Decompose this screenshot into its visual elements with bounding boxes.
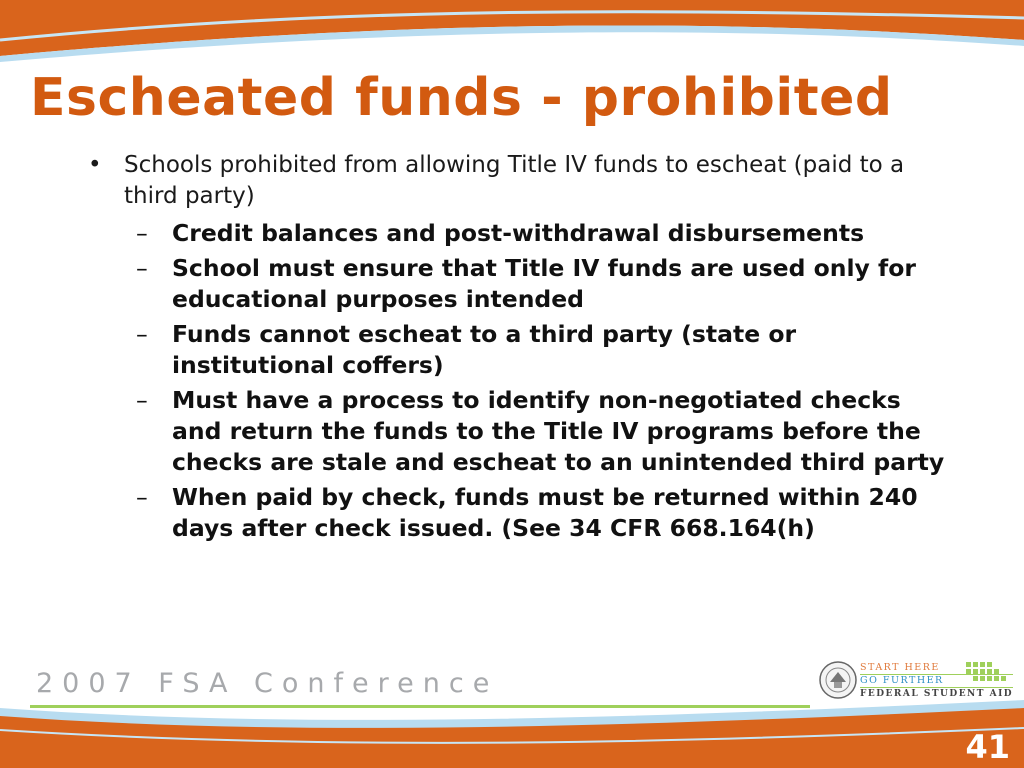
logo-dots-icon — [966, 662, 1010, 684]
sub-bullet-text: When paid by check, funds must be returned within 240 days after check issued. (See 34 CFR 668.164(h) — [172, 483, 918, 542]
sub-bullet-text: Funds cannot escheat to a third party (state or institutional coffers) — [172, 320, 797, 379]
bottom-banner — [0, 700, 1024, 768]
page-number: 41 — [965, 728, 1010, 766]
dash-mark: – — [136, 386, 148, 414]
dash-mark: – — [136, 254, 148, 282]
top-banner — [0, 0, 1024, 70]
dash-mark: – — [136, 219, 148, 247]
slide-title: Escheated funds - prohibited — [30, 68, 893, 128]
sub-bullet-item — [136, 482, 948, 544]
sub-bullet-item — [136, 385, 948, 478]
logo-line-fsa: FEDERAL STUDENT AID — [860, 689, 1014, 699]
dash-mark: – — [136, 483, 148, 511]
logo-line-go-further: GO FURTHER — [860, 674, 1013, 688]
sub-bullet-item — [136, 218, 948, 249]
bullet-item — [88, 150, 948, 212]
sub-bullet-text: Must have a process to identify non-negotiated checks and return the funds to the Title IV programs before the checks are stale and escheat to an unintended third party — [172, 386, 945, 476]
sub-bullet-text: School must ensure that Title IV funds are used only for educational purposes intended — [172, 254, 916, 313]
slide-content — [88, 150, 948, 548]
department-seal-icon — [818, 660, 858, 700]
bullet-text: Schools prohibited from allowing Title IV funds to escheat (paid to a third party) — [124, 152, 905, 209]
conference-label: 2007 FSA Conference — [36, 668, 499, 699]
dash-mark: – — [136, 320, 148, 348]
sub-bullet-item — [136, 253, 948, 315]
sub-bullet-list — [136, 218, 948, 544]
sub-bullet-item — [136, 319, 948, 381]
logo-line-start-here: START HERE — [860, 662, 940, 673]
sub-bullet-text: Credit balances and post-withdrawal disbursements — [172, 219, 865, 247]
bullet-mark: • — [88, 152, 102, 178]
